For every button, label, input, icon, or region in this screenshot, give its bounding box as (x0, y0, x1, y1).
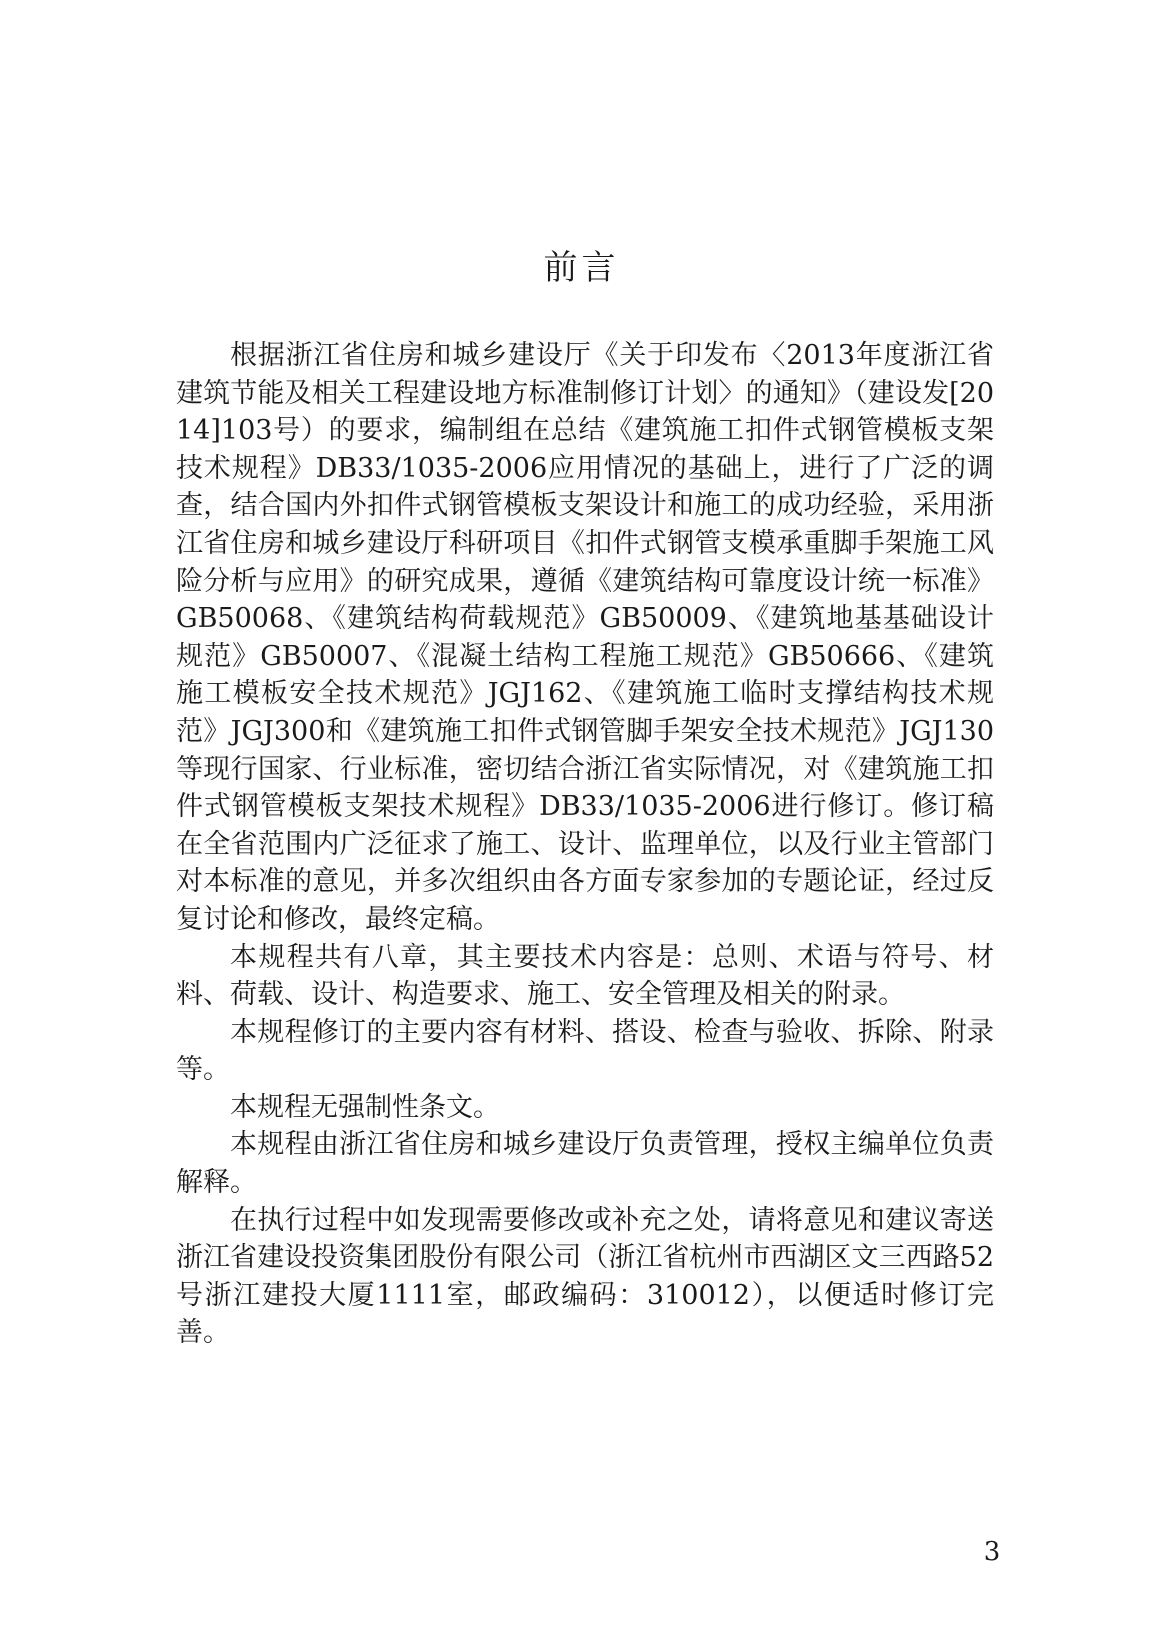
paragraph-background: 根据浙江省住房和城乡建设厅《关于印发布〈2013年度浙江省建筑节能及相关工程建设地方标准制修订计划〉的通知》（建设发[2014]103号）的要求，编制组在总结《建筑施工扣件式钢管模板支架技术规程》DB33/1035-2006应用情况的基础上，进行了广泛的调查，结合国内外扣件式钢管模板支架设计和施工的成功经验，采用浙江省住房和城乡建设厅科研项目《扣件式钢管支模承重脚手架施工风险分析与应用》的研究成果，遵循《建筑结构可靠度设计统一标准》GB50068、《建筑结构荷载规范》GB50009、《建筑地基基础设计规范》GB50007、《混凝土结构工程施工规范》GB50666、《建筑施工模板安全技术规范》JGJ162、《建筑施工临时支撑结构技术规范》JGJ300和《建筑施工扣件式钢管脚手架安全技术规范》JGJ130等现行国家、行业标准，密切结合浙江省实际情况，对《建筑施工扣件式钢管模板支架技术规程》DB33/1035-2006进行修订。修订稿在全省范围内广泛征求了施工、设计、监理单位，以及行业主管部门对本标准的意见，并多次组织由各方面专家参加的专题论证，经过反复讨论和修改，最终定稿。 (176, 340, 994, 935)
paragraph-management: 本规程由浙江省住房和城乡建设厅负责管理，授权主编单位负责解释。 (176, 1129, 994, 1199)
paragraph-feedback: 在执行过程中如发现需要修改或补充之处，请将意见和建议寄送浙江省建设投资集团股份有限公司（浙江省杭州市西湖区文三西路52号浙江建投大厦1111室，邮政编码：310012），以便适时修订完善。 (176, 1204, 994, 1349)
preface-body (176, 337, 994, 1352)
paragraph-chapters: 本规程共有八章，其主要技术内容是：总则、术语与符号、材料、荷载、设计、构造要求、施工、安全管理及相关的附录。 (176, 941, 994, 1011)
page-number: 3 (983, 1537, 1001, 1567)
page-title: 前言 (543, 248, 620, 288)
paragraph-revisions: 本规程修订的主要内容有材料、搭设、检查与验收、拆除、附录等。 (176, 1016, 994, 1086)
paragraph-mandatory-clauses: 本规程无强制性条文。 (230, 1091, 500, 1123)
